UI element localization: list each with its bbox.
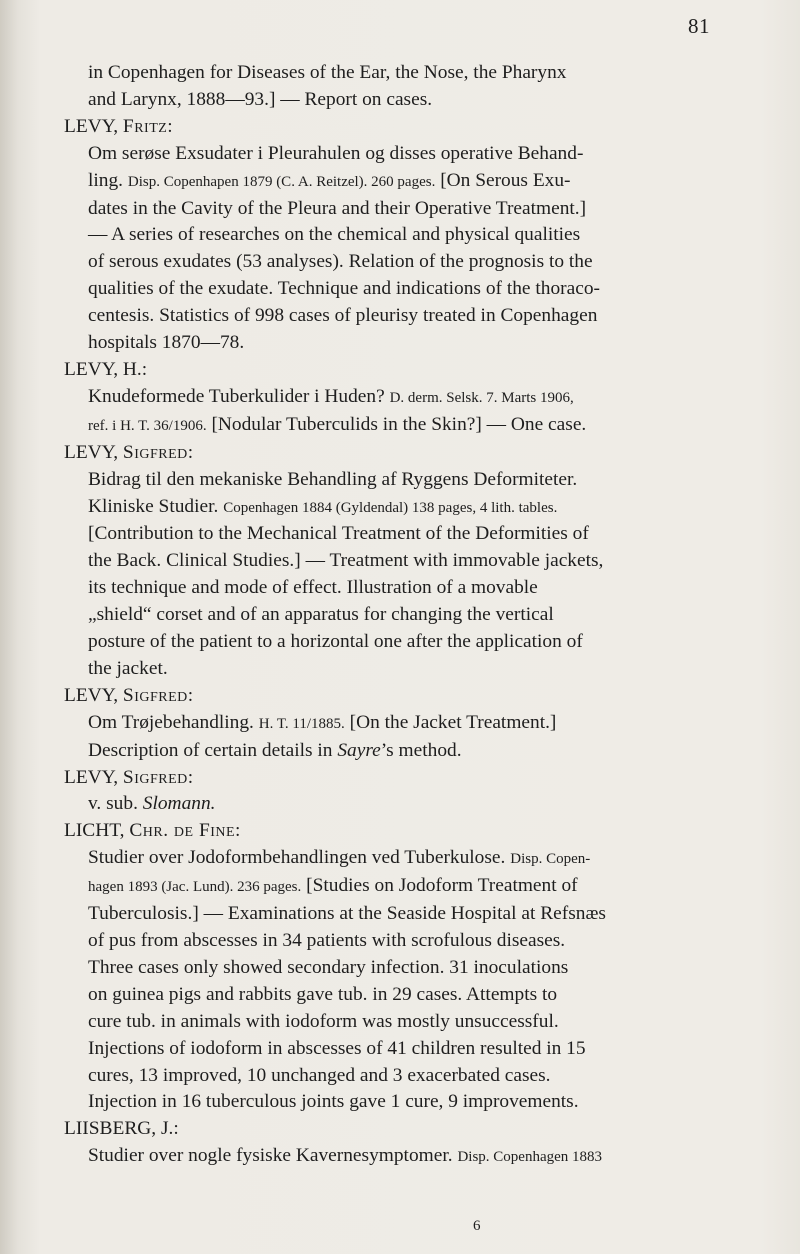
text-line [88,575,724,602]
author-given-name: Fritz: [122,115,174,137]
line-text: Knudeformede Tuberkulider i Huden? [88,385,385,407]
text-line [88,521,724,548]
bibliography-entry [64,765,724,819]
author-surname: LEVY, [64,115,119,137]
author-given-name: Sigfred: [122,766,194,788]
line-text: Kliniske Studier. [88,495,219,517]
citation-detail: Disp. Copenhapen 1879 (C. A. Reitzel). 260 pages. [127,173,436,190]
text-line: in Copenhagen for Diseases of the Ear, the Nose, the Pharynx [88,62,567,83]
author-surname: LEVY, [64,766,119,788]
text-line [88,249,724,276]
italic-name: Slomann. [142,793,216,815]
line-text: the jacket. [88,657,168,679]
line-text: of serous exudates (53 analyses). Relation of the prognosis to the [88,251,593,273]
text-line [88,303,724,330]
text-line [88,276,724,303]
line-text: [Contribution to the Mechanical Treatment of the Deformities of [88,523,589,545]
entry-author [64,440,724,467]
entry-body [88,1143,724,1171]
text-line [88,710,724,738]
text-line [88,196,724,223]
line-text: on guinea pigs and rabbits gave tub. in 29 cases. Attempts to [88,983,558,1005]
text-line [88,1036,724,1063]
author-given-name: Sigfred: [122,441,194,463]
text-line [88,845,724,873]
entry-body [88,384,724,440]
text-line [88,928,724,955]
line-text: Tuberculosis.] — Examinations at the Seaside Hospital at Refsnæs [88,903,606,925]
text-line [88,1063,724,1090]
text-line [88,791,724,818]
entry-body [88,845,724,1116]
citation-detail: D. derm. Selsk. 7. Marts 1906, [389,389,574,406]
line-text: Injections of iodoform in abscesses of 41 children resulted in 15 [88,1037,586,1059]
author-given-name: Chr. de Fine: [129,820,241,842]
text-line [88,901,724,928]
line-text: cures, 13 improved, 10 unchanged and 3 exacerbated cases. [88,1064,551,1086]
bibliography-entry [64,683,724,765]
text-line [88,982,724,1009]
line-text: „shield“ corset and of an apparatus for changing the vertical [88,604,554,626]
entry-author [64,357,724,384]
text-line [88,548,724,575]
line-text: qualities of the exudate. Technique and indications of the thoraco- [88,278,600,300]
text-line [88,1009,724,1036]
line-text: [On Serous Exu- [440,169,571,191]
line-text: [Studies on Jodoform Treatment of [306,875,578,897]
line-text: its technique and mode of effect. Illustration of a movable [88,577,538,599]
line-text: of pus from abscesses in 34 patients with scrofulous diseases. [88,930,566,951]
line-text: Description of certain details in [88,739,333,761]
entry-body [88,467,724,683]
bibliography-entry [64,357,724,440]
entry-author [64,114,724,141]
author-surname: LEVY, H.: [64,358,148,380]
continued-entry [88,60,724,114]
page-number: 81 [688,14,710,38]
author-surname: LEVY, [64,684,119,706]
line-text: hospitals 1870—78. [88,332,245,354]
citation-detail: ref. i H. T. 36/1906. [88,417,207,434]
line-text: [On the Jacket Treatment.] [349,711,557,733]
line-text: — A series of researches on the chemical and physical qualities [88,224,581,246]
text-line [88,738,724,765]
line-text: dates in the Cavity of the Pleura and their Operative Treatment.] [88,197,587,219]
entry-list [64,114,724,1171]
citation-detail: Disp. Copen- [510,851,591,868]
author-surname: LICHT, [64,820,125,842]
entry-body [88,791,724,818]
text-line [88,1143,724,1171]
citation-detail: H. T. 11/1885. [258,715,345,732]
text-line [88,955,724,982]
line-text: [Nodular Tuberculids in the Skin?] — One case. [211,413,587,435]
text-line [88,467,724,494]
text-line [88,656,724,683]
text-line [88,412,724,440]
line-text: cure tub. in animals with iodoform was mostly unsuccessful. [88,1010,559,1032]
line-text: the Back. Clinical Studies.] — Treatment with immovable jackets, [88,550,604,572]
text-line [88,330,724,357]
text-line [88,873,724,901]
line-text: Studier over nogle fysiske Kavernesymptomer. [88,1145,453,1167]
author-surname: LEVY, [64,441,119,463]
line-text: posture of the patient to a horizontal one after the application of [88,631,583,653]
line-text: Injection in 16 tuberculous joints gave 1 cure, 9 improvements. [88,1091,579,1113]
line-text: ’s method. [380,739,462,761]
citation-detail: Copenhagen 1884 (Gyldendal) 138 pages, 4 lith. tables. [223,499,558,516]
line-text: Three cases only showed secondary infection. 31 inoculations [88,956,569,978]
entry-author [64,765,724,792]
italic-name: Sayre [337,739,381,761]
text-line [88,629,724,656]
bibliography-entry [64,114,724,357]
entry-author [64,1116,724,1143]
line-text: Bidrag til den mekaniske Behandling af Ryggens Deformiteter. [88,468,578,490]
text-line: and Larynx, 1888—93.] — Report on cases. [88,88,433,110]
entry-body [88,710,724,765]
line-text: Om serøse Exsudater i Pleurahulen og disses operative Behand- [88,142,584,164]
entry-author [64,818,724,845]
author-given-name: Sigfred: [122,684,194,706]
text-line [88,141,724,168]
citation-detail: Disp. Copenhagen 1883 [457,1149,603,1166]
text-line [88,602,724,629]
bibliography-text [64,60,724,1171]
text-line [88,1089,724,1116]
citation-detail: hagen 1893 (Jac. Lund). 236 pages. [88,879,302,896]
bibliography-entry [64,818,724,1116]
bibliography-entry [64,1116,724,1171]
entry-body [88,141,724,357]
line-text: v. sub. [88,793,138,815]
text-line [88,222,724,249]
author-surname: LIISBERG, J.: [64,1118,179,1140]
text-line [88,168,724,196]
text-line [88,494,724,522]
entry-author [64,683,724,710]
bibliography-entry [64,440,724,683]
line-text: centesis. Statistics of 998 cases of pleurisy treated in Copenhagen [88,305,598,327]
signature-mark: 6 [473,1218,481,1234]
line-text: Om Trøjebehandling. [88,711,254,733]
line-text: ling. [88,169,124,191]
line-text: Studier over Jodoformbehandlingen ved Tuberkulose. [88,847,506,869]
text-line [88,384,724,412]
